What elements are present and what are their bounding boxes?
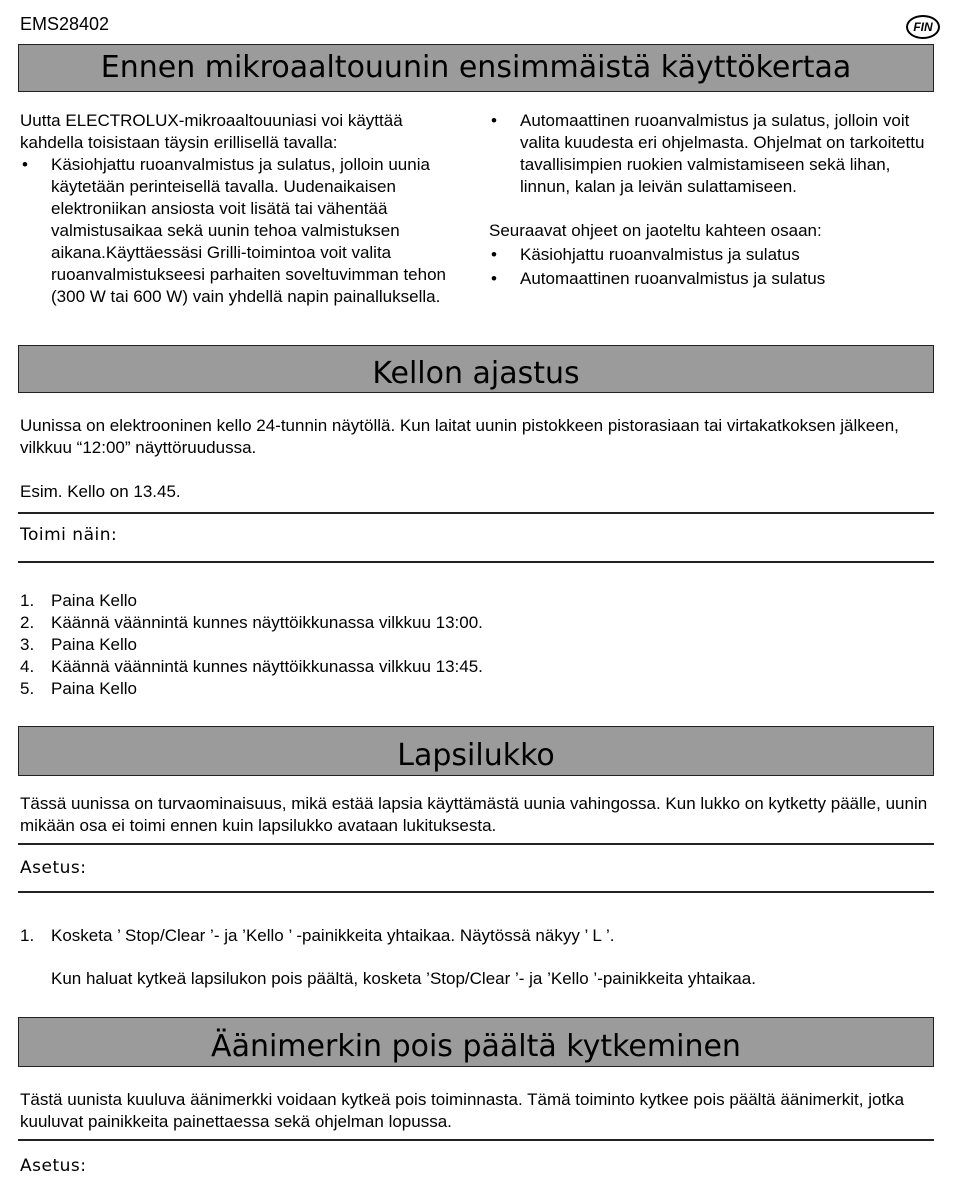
language-badge: FIN: [906, 15, 940, 39]
instructions-label: Toimi näin:: [20, 525, 118, 545]
clock-example: Esim. Kello on 13.45.: [20, 482, 181, 501]
list-item: 3. Paina Kello: [20, 635, 138, 654]
setting-label: Asetus:: [20, 1156, 87, 1176]
bullet-manual-cooking: • Käsiohjattu ruoanvalmistus ja sulatus, jolloin uunia käytetään perinteisellä tavalla. Uudenaikaisen elektroniikan ansiosta voit lisätä tai vähentää valmistusaikaa sekä uunin tehoa valmistuksen aikana.Käyttäessäsi Grilli-toimintoa voit valita ruoanvalmistukseesi parhaiten soveltuvimman tehon (300 W tai 600 W) vain yhdellä napin painalluksella.: [20, 154, 470, 308]
list-item: 5. Paina Kello: [20, 679, 138, 698]
clock-paragraph: Uunissa on elektrooninen kello 24-tunnin näytöllä. Kun laitat uunin pistokkeen pistorasiaan tai virtakatkoksen jälkeen, vilkkuu “12:00” näyttöruudussa.: [20, 416, 899, 457]
child-lock-step: 1. Kosketa ’ Stop/Clear ’- ja ’Kello ’ -painikkeita yhtaikaa. Näytössä näkyy ’ L ’.: [20, 926, 615, 945]
child-lock-paragraph: Tässä uunissa on turvaominaisuus, mikä estää lapsia käyttämästä uunia vahingossa. Kun lukko on kytketty päälle, uunin mikään osa ei toimi ennen kuin lapsilukko avataan lukituksesta.: [20, 794, 928, 835]
divider: [18, 891, 934, 893]
document-code: EMS28402: [20, 14, 110, 34]
section-title-first-use: Ennen mikroaaltouunin ensimmäistä käyttökertaa: [18, 44, 934, 92]
list-item: 2. Käännä väännintä kunnes näyttöikkunassa vilkkuu 13:00.: [20, 613, 483, 632]
setting-label: Asetus:: [20, 858, 87, 878]
beep-paragraph: Tästä uunista kuuluva äänimerkki voidaan kytkeä pois toiminnasta. Tämä toiminto kytkee pois päältä äänimerkit, jotka kuuluvat painikkeita painettaessa sekä ohjelman lopussa.: [20, 1090, 905, 1131]
intro-paragraph: Uutta ELECTROLUX-mikroaaltouuniasi voi käyttää kahdella toisistaan täysin erillisellä tavalla:: [20, 111, 403, 152]
clock-steps-list: [20, 590, 920, 700]
divider: [18, 561, 934, 563]
bullet-auto-cooking: • Automaattinen ruoanvalmistus ja sulatus, jolloin voit valita kuudesta eri ohjelmasta. Ohjelmat on tarkoitettu tavallisimpien ruokien valmistamiseen sekä lihan, linnun, kalan ja leivän sulattamiseen.: [489, 110, 939, 198]
divider: [18, 512, 934, 514]
list-item: 1. Paina Kello: [20, 591, 138, 610]
two-parts-intro: Seuraavat ohjeet on jaoteltu kahteen osaan:: [489, 221, 822, 240]
section-title-beep-off: Äänimerkin pois päältä kytkeminen: [18, 1017, 934, 1067]
divider: [18, 843, 934, 845]
section-title-child-lock: Lapsilukko: [18, 726, 934, 776]
left-column: [20, 110, 470, 308]
list-item: 4. Käännä väännintä kunnes näyttöikkunassa vilkkuu 13:45.: [20, 657, 483, 676]
divider: [18, 1139, 934, 1141]
child-lock-note: Kun haluat kytkeä lapsilukon pois päältä, kosketa ’Stop/Clear ’- ja ’Kello ’-painikkeita yhtaikaa.: [51, 969, 756, 988]
list-item: • Automaattinen ruoanvalmistus ja sulatus: [489, 268, 939, 290]
section-title-clock: Kellon ajastus: [18, 345, 934, 393]
right-column: [489, 110, 939, 290]
list-item: • Käsiohjattu ruoanvalmistus ja sulatus: [489, 244, 939, 266]
